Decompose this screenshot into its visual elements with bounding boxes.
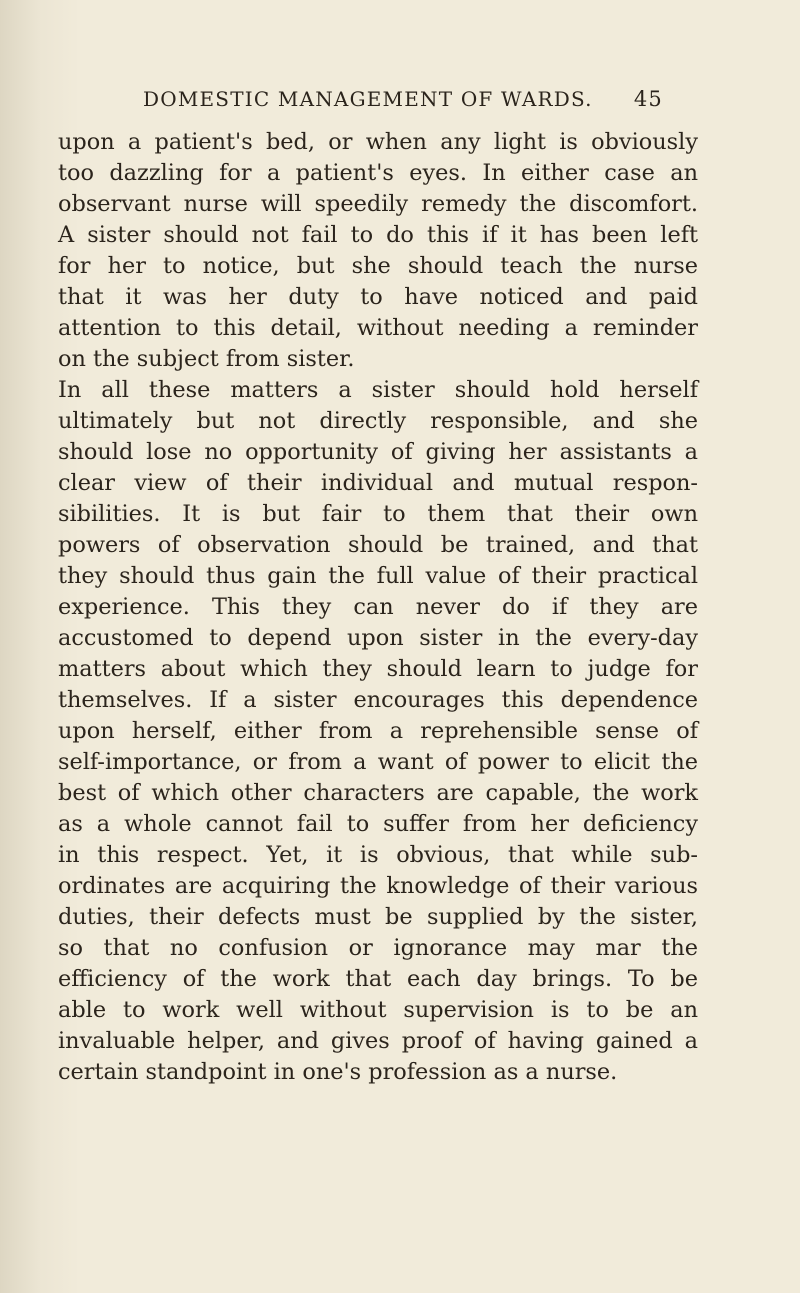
text-line: ordinates are acquiring the knowledge of their various [58,873,698,899]
text-line: accustomed to depend upon sister in the every-day [58,625,698,651]
text-line: observant nurse will speedily remedy the discomfort. [58,191,698,217]
text-line: attention to this detail, without needing a reminder [58,315,698,341]
body-text [58,127,698,1088]
text-line: that it was her duty to have noticed and paid [58,284,698,310]
text-line: as a whole cannot fail to suffer from her deficiency [58,811,698,837]
text-line: so that no confusion or ignorance may mar the [58,935,698,961]
text-line: upon herself, either from a reprehensible sense of [58,718,698,744]
text-line: matters about which they should learn to judge for [58,656,698,682]
text-line: upon a patient's bed, or when any light is obviously [58,129,698,155]
text-line: clear view of their individual and mutual respon- [58,470,698,496]
text-line: experience. This they can never do if they are [58,594,698,620]
text-line: invaluable helper, and gives proof of having gained a [58,1028,698,1054]
page-number: 45 [633,87,663,111]
text-line: powers of observation should be trained, and that [58,532,698,558]
text-line: duties, their defects must be supplied by the sister, [58,904,698,930]
text-line: certain standpoint in one's profession as a nurse. [58,1059,618,1085]
text-line: sibilities. It is but fair to them that their own [58,501,698,527]
text-line: In all these matters a sister should hold herself [58,377,698,403]
text-line: self-importance, or from a want of power to elicit the [58,749,698,775]
running-head: DOMESTIC MANAGEMENT OF WARDS. [143,87,593,111]
text-line: best of which other characters are capable, the work [58,780,698,806]
text-line: ultimately but not directly responsible, and she [58,408,698,434]
text-line: should lose no opportunity of giving her assistants a [58,439,698,465]
page-header [143,87,663,117]
text-line: A sister should not fail to do this if it has been left [58,222,698,248]
text-line: they should thus gain the full value of their practical [58,563,698,589]
text-line: themselves. If a sister encourages this dependence [58,687,698,713]
text-line: too dazzling for a patient's eyes. In either case an [58,160,698,186]
text-line: able to work well without supervision is to be an [58,997,698,1023]
text-line: in this respect. Yet, it is obvious, that while sub- [58,842,698,868]
text-line: efficiency of the work that each day brings. To be [58,966,698,992]
text-line: on the subject from sister. [58,346,355,372]
text-line: for her to notice, but she should teach the nurse [58,253,698,279]
